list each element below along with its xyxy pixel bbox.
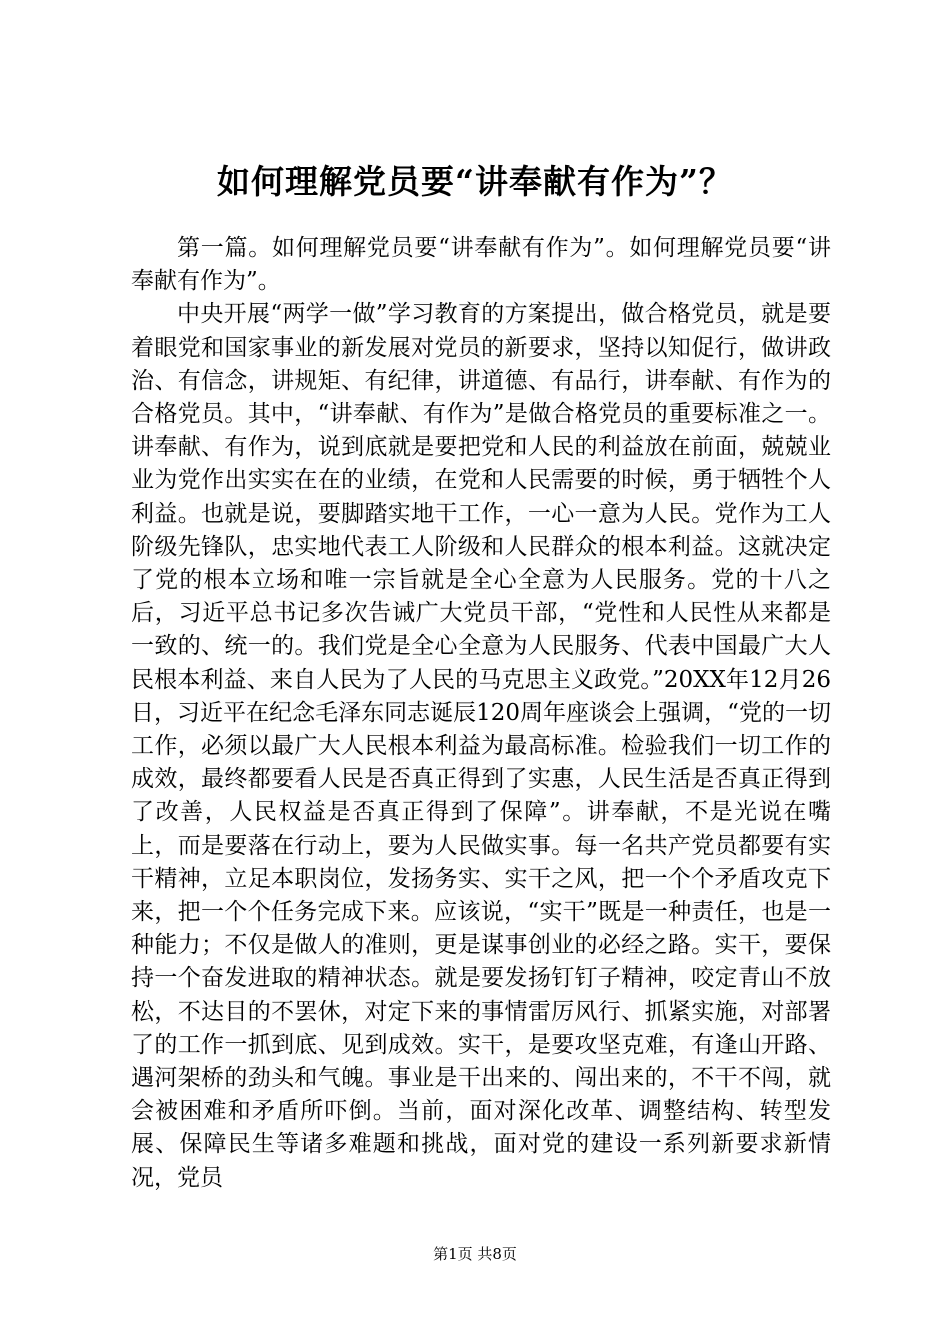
document-title: 如何理解党员要“讲奉献有作为”？ bbox=[217, 162, 733, 201]
page-number-footer: 第1页 共8页 bbox=[433, 1245, 517, 1263]
paragraph-main: 中央开展“两学一做”学习教育的方案提出，做合格党员，就是要着眼党和国家事业的新发展对党员的新要求，坚持以知促行，做讲政治、有信念，讲规矩、有纪律，讲道德、有品行，讲奉献、有作为的合格党员。其中，“讲奉献、有作为”是做合格党员的重要标准之一。讲奉献、有作为，说到底就是要把党和人民的利益放在前面，兢兢业业为党作出实实在在的业绩，在党和人民需要的时候，勇于牺牲个人利益。也就是说，要脚踏实地干工作，一心一意为人民。党作为工人阶级先锋队，忠实地代表工人阶级和人民群众的根本利益。这就决定了党的根本立场和唯一宗旨就是全心全意为人民服务。党的十八之后，习近平总书记多次告诫广大党员干部，“党性和人民性从来都是一致的、统一的。我们党是全心全意为人民服务、代表中国最广大人民根本利益、来自人民为了人民的马克思主义政党。”20XX年12月26日，习近平在纪念毛泽东同志诞辰120周年座谈会上强调，“党的一切工作，必须以最广大人民根本利益为最高标准。检验我们一切工作的成效，最终都要看人民是否真正得到了实惠，人民生活是否真正得到了改善，人民权益是否真正得到了保障”。讲奉献，不是光说在嘴上，而是要落在行动上，要为人民做实事。每一名共产党员都要有实干精神，立足本职岗位，发扬务实、实干之风，把一个个矛盾攻克下来，把一个个任务完成下来。应该说，“实干”既是一种责任，也是一种能力；不仅是做人的准则，更是谋事创业的必经之路。实干，要保持一个奋发进取的精神状态。就是要发扬钉钉子精神，咬定青山不放松，不达目的不罢休，对定下来的事情雷厉风行、抓紧实施，对部署了的工作一抓到底、见到成效。实干，是要攻坚克难，有逢山开路、遇河架桥的劲头和气魄。事业是干出来的、闯出来的，不干不闯，就会被困难和矛盾所吓倒。当前，面对深化改革、调整结构、转型发展、保障民生等诸多难题和挑战，面对党的建设一系列新要求新情况，党员 bbox=[131, 301, 831, 1191]
document-body bbox=[131, 232, 831, 1195]
paragraph-intro: 第一篇。如何理解党员要“讲奉献有作为”。如何理解党员要“讲奉献有作为”。 bbox=[131, 235, 831, 295]
